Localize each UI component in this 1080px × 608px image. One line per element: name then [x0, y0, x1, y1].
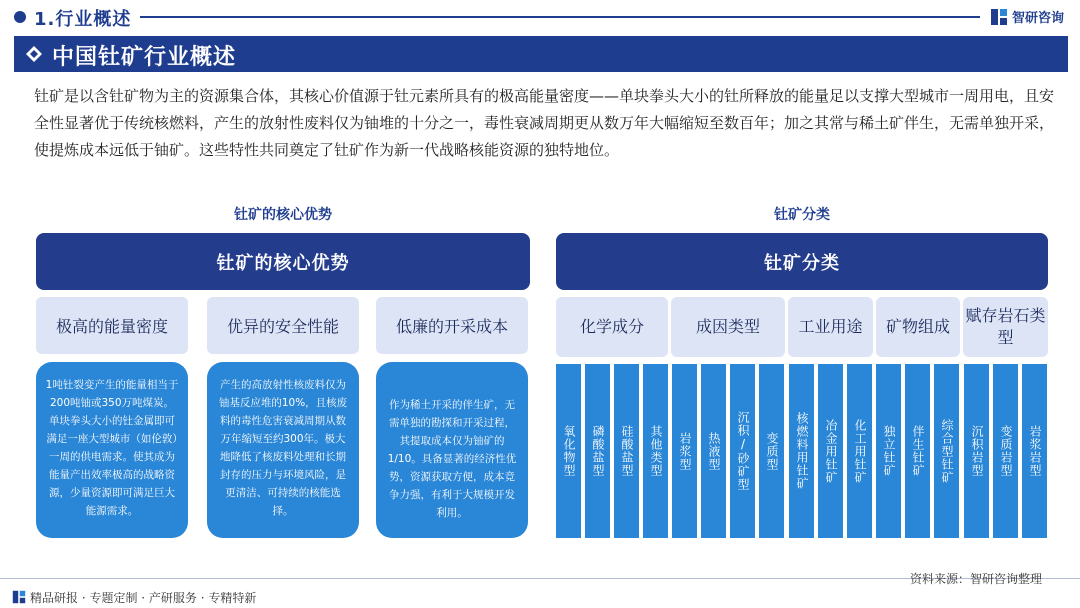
footer-bar: [12, 588, 256, 606]
advantage-title-cost: 低廉的开采成本: [376, 297, 528, 354]
advantage-title-safety: 优异的安全性能: [207, 297, 359, 354]
class-item: 沉积岩型: [964, 364, 989, 538]
class-group-mineral: 矿物组成: [876, 297, 960, 357]
advantage-desc-safety: 产生的高放射性核废料仅为铀基反应堆的10%，且核废料的毒性危害衰减周期从数万年缩短至约300年。极大地降低了核废料处理和长期封存的压力与环境风险，是更清洁、可持续的核能选择。: [207, 362, 359, 538]
class-item: 变质型: [759, 364, 784, 538]
advantage-title-energy: 极高的能量密度: [36, 297, 188, 354]
section-bullet: [14, 11, 26, 23]
section-title: 1.行业概述: [34, 9, 132, 30]
class-group-chemical: 化学成分: [556, 297, 668, 357]
classification-heading: 钍矿分类: [774, 207, 830, 223]
advantages-heading: 钍矿的核心优势: [234, 207, 332, 223]
class-item: 沉积/砂矿型: [730, 364, 755, 538]
class-item: 岩浆岩型: [1022, 364, 1047, 538]
advantage-desc-cost: 作为稀土开采的伴生矿，无需单独的勘探和开采过程，其提取成本仅为铀矿的1/10。具备显著的经济性优势，资源获取方便，成本竞争力强，有利于大规模开发利用。: [376, 362, 528, 538]
data-source: 资料来源：智研咨询整理: [909, 572, 1042, 586]
diamond-icon: [26, 46, 42, 62]
brand-name: 智研咨询: [1012, 11, 1065, 26]
class-item: 独立钍矿: [876, 364, 901, 538]
class-item: 冶金用钍矿: [818, 364, 843, 538]
footer-slogan: 精品研报 · 专题定制 · 产研服务 · 专精特新: [30, 590, 257, 605]
zhiyan-logo-icon: [12, 590, 26, 604]
header-divider: [140, 16, 980, 18]
class-item: 热液型: [701, 364, 726, 538]
class-item: 化工用钍矿: [847, 364, 872, 538]
title-banner: [14, 36, 1068, 72]
class-item: 氧化物型: [556, 364, 581, 538]
intro-paragraph: 钍矿是以含钍矿物为主的资源集合体，其核心价值源于钍元素所具有的极高能量密度——单块拳头大小的钍所释放的能量足以支撑大型城市一周用电，且安全性显著优于传统核燃料，产生的放射性废料仅为铀堆的十分之一，毒性衰减周期更从数万年大幅缩短至数百年；加之其常与稀土矿伴生，无需单独开采，使提炼成本远低于铀矿。这些特性共同奠定了钍矿作为新一代战略核能资源的独特地位。: [34, 87, 1055, 159]
class-item: 磷酸盐型: [585, 364, 610, 538]
zhiyan-logo-icon: [990, 8, 1008, 26]
class-item: 变质岩型: [993, 364, 1018, 538]
classification-header-bar: 钍矿分类: [556, 233, 1048, 290]
class-item: 伴生钍矿: [905, 364, 930, 538]
advantage-desc-energy: 1吨钍裂变产生的能量相当于200吨铀或350万吨煤炭。单块拳头大小的钍金属即可满足一座大型城市（如伦敦）一周的供电需求。使其成为能量产出效率极高的战略资源，少量资源即可满足巨大能源需求。: [36, 362, 188, 538]
top-header: [0, 0, 1080, 34]
class-item: 岩浆型: [672, 364, 697, 538]
class-group-genesis: 成因类型: [671, 297, 785, 357]
class-item: 核燃料用钍矿: [789, 364, 814, 538]
advantages-header-bar: 钍矿的核心优势: [36, 233, 530, 290]
page-title: 中国钍矿行业概述: [52, 45, 237, 70]
class-item: 硅酸盐型: [614, 364, 639, 538]
class-item: 其他类型: [643, 364, 668, 538]
class-item: 综合型钍矿: [934, 364, 959, 538]
class-group-industrial: 工业用途: [788, 297, 873, 357]
class-group-rock: 赋存岩石类型: [963, 297, 1048, 357]
